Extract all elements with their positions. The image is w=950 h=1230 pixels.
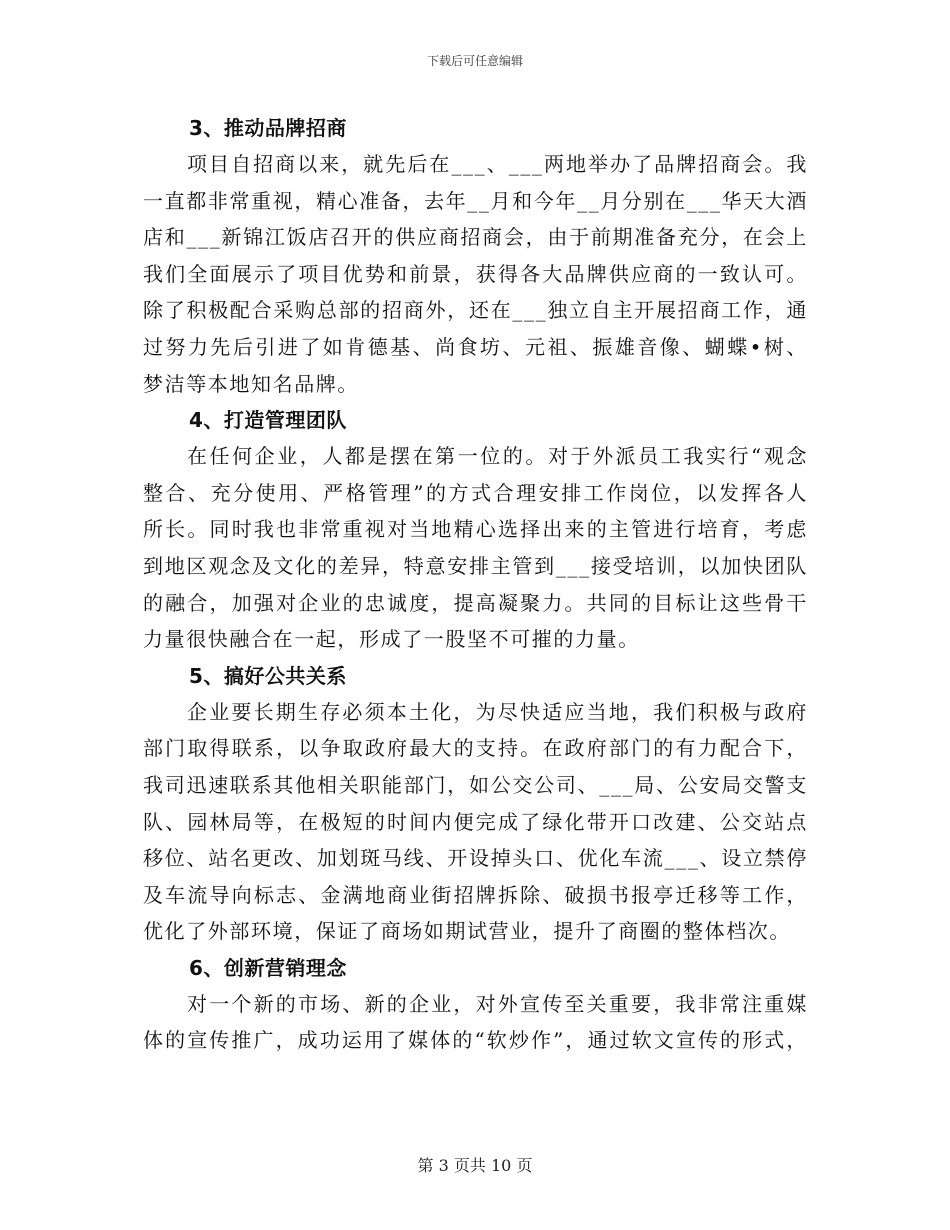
paragraph-line: 到地区观念及文化的差异，特意安排主管到___接受培训，以加快团队 (143, 553, 808, 578)
paragraph-line: 我司迅速联系其他相关职能部门，如公交公司、___局、公安局交警支 (143, 772, 808, 797)
paragraph-line: 除了积极配合采购总部的招商外，还在___独立自主开展招商工作，通 (143, 298, 808, 323)
paragraph-line: 过努力先后引进了如肯德基、尚食坊、元祖、振雄音像、蝴蝶•树、 (143, 334, 808, 359)
section-paragraph (143, 986, 808, 1059)
paragraph-line: 优化了外部环境，保证了商场如期试营业，提升了商圈的整体档次。 (143, 919, 791, 944)
section-management-team (143, 402, 808, 658)
document-body (143, 110, 808, 1059)
section-heading: 6、创新营销理念 (189, 955, 347, 980)
page-number: 第 3 页共 10 页 (417, 1156, 533, 1175)
page-header: 下载后可任意编辑 (426, 54, 523, 68)
paragraph-line: 在任何企业，人都是摆在第一位的。对于外派员工我实行“观念 (187, 444, 808, 469)
paragraph-line: 梦洁等本地知名品牌。 (143, 371, 359, 396)
paragraph-line: 及车流导向标志、金满地商业街招牌拆除、破损书报亭迁移等工作， (143, 882, 808, 907)
paragraph-line: 项目自招商以来，就先后在___、___两地举办了品牌招商会。我 (187, 152, 808, 176)
section-heading: 3、推动品牌招商 (189, 116, 347, 140)
section-public-relations (143, 658, 808, 950)
section-heading: 4、打造管理团队 (189, 408, 347, 433)
paragraph-line: 移位、站名更改、加划斑马线、开设掉头口、优化车流___、设立禁停 (143, 846, 808, 871)
paragraph-line: 力量很快融合在一起，形成了一股坚不可摧的力量。 (143, 627, 640, 652)
paragraph-line: 我们全面展示了项目优势和前景，获得各大品牌供应商的一致认可。 (143, 261, 808, 286)
paragraph-line: 所长。同时我也非常重视对当地精心选择出来的主管进行培育，考虑 (143, 517, 808, 542)
paragraph-line: 部门取得联系，以争取政府最大的支持。在政府部门的有力配合下， (143, 736, 808, 761)
section-brand-investment (143, 110, 808, 402)
paragraph-line: 企业要长期生存必须本土化，为尽快适应当地，我们积极与政府 (187, 699, 808, 724)
section-heading: 5、搞好公共关系 (189, 663, 347, 688)
section-marketing-innovation (143, 950, 808, 1059)
paragraph-line: 的融合，加强对企业的忠诚度，提高凝聚力。共同的目标让这些骨干 (143, 590, 808, 615)
section-paragraph (143, 694, 808, 950)
paragraph-line: 一直都非常重视，精心准备，去年__月和今年__月分别在___华天大酒 (143, 188, 808, 213)
paragraph-line: 对一个新的市场、新的企业，对外宣传至关重要，我非常注重媒 (187, 991, 808, 1016)
paragraph-line: 体的宣传推广，成功运用了媒体的“软炒作”，通过软文宣传的形式， (143, 1028, 808, 1053)
paragraph-line: 队、园林局等，在极短的时间内便完成了绿化带开口改建、公交站点 (143, 809, 808, 834)
section-paragraph (143, 438, 808, 658)
paragraph-line: 整合、充分使用、严格管理”的方式合理安排工作岗位，以发挥各人 (143, 480, 808, 505)
section-paragraph (143, 146, 808, 402)
paragraph-line: 店和___新锦江饭店召开的供应商招商会，由于前期准备充分，在会上 (143, 225, 808, 250)
